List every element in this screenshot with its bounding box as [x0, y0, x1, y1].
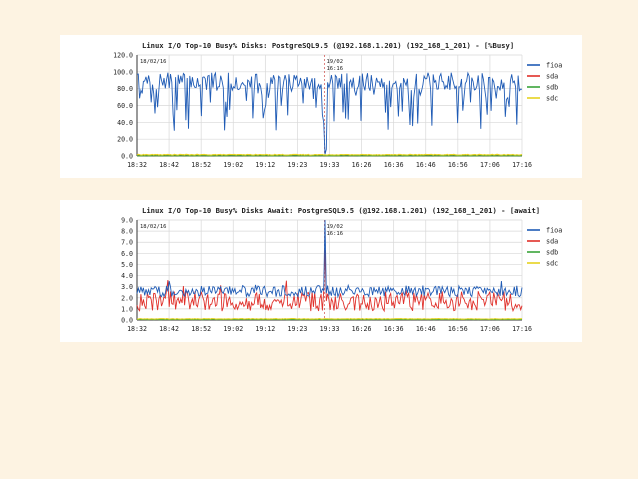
x-tick-label: 17:16 — [512, 325, 532, 333]
legend-label-sdc: sdc — [546, 94, 559, 103]
await-chart-panel — [60, 200, 582, 342]
x-tick-label: 16:26 — [351, 325, 372, 333]
x-tick-label: 19:33 — [319, 325, 340, 333]
series-line-sdc — [137, 319, 522, 320]
x-tick-label: 19:02 — [223, 325, 244, 333]
y-tick-label: 7.0 — [121, 238, 133, 247]
y-tick-label: 5.0 — [121, 260, 133, 269]
legend-label-sda: sda — [546, 72, 559, 81]
x-tick-label: 18:32 — [127, 161, 147, 169]
legend-label-sdb: sdb — [546, 248, 559, 257]
marker-date-label: 19/02 — [326, 59, 344, 65]
chart-title: Linux I/O Top-10 Busy% Disks: PostgreSQL9.5 (@192.168.1.201) (192_168_1_201) - [%Busy] — [142, 41, 515, 50]
date-left-label: 18/02/16 — [140, 59, 167, 65]
x-tick-label: 18:52 — [191, 161, 212, 169]
x-tick-label: 18:42 — [159, 325, 180, 333]
x-tick-label: 16:36 — [383, 161, 404, 169]
x-tick-label: 16:26 — [351, 161, 372, 169]
y-tick-label: 2.0 — [121, 294, 133, 303]
x-tick-label: 19:33 — [319, 161, 340, 169]
y-tick-label: 20.0 — [117, 135, 133, 144]
busy-chart-panel — [60, 35, 582, 178]
y-tick-label: 3.0 — [121, 283, 133, 292]
y-tick-label: 0.0 — [121, 316, 133, 325]
x-tick-label: 19:12 — [255, 325, 276, 333]
x-tick-label: 16:46 — [415, 161, 436, 169]
x-tick-label: 17:16 — [512, 161, 532, 169]
y-tick-label: 40.0 — [117, 118, 133, 127]
legend-label-sdb: sdb — [546, 83, 559, 92]
chart-title: Linux I/O Top-10 Busy% Disks Await: PostgreSQL9.5 (@192.168.1.201) (192_168_1_201) - [await] — [142, 206, 541, 215]
y-tick-label: 4.0 — [121, 272, 133, 281]
marker-date-label: 19/02 — [326, 224, 344, 230]
y-tick-label: 120.0 — [113, 51, 133, 60]
x-tick-label: 19:02 — [223, 161, 244, 169]
legend-label-fioa: fioa — [546, 61, 563, 70]
legend-label-sda: sda — [546, 237, 559, 246]
y-tick-label: 80.0 — [117, 85, 133, 94]
legend-label-sdc: sdc — [546, 259, 559, 268]
y-tick-label: 1.0 — [121, 305, 133, 314]
x-tick-label: 16:56 — [447, 325, 468, 333]
x-tick-label: 19:23 — [287, 325, 308, 333]
y-tick-label: 9.0 — [121, 216, 133, 225]
series-line-sdc — [137, 154, 522, 155]
marker-time-label: 16:16 — [326, 231, 344, 237]
x-tick-label: 16:46 — [415, 325, 436, 333]
x-tick-label: 19:12 — [255, 161, 276, 169]
x-tick-label: 17:06 — [479, 325, 500, 333]
x-tick-label: 19:23 — [287, 161, 308, 169]
x-tick-label: 18:32 — [127, 325, 147, 333]
x-tick-label: 17:06 — [479, 161, 500, 169]
y-tick-label: 60.0 — [117, 102, 133, 110]
x-tick-label: 18:42 — [159, 161, 180, 169]
marker-time-label: 16:16 — [326, 66, 344, 72]
x-tick-label: 16:36 — [383, 325, 404, 333]
legend-label-fioa: fioa — [546, 226, 563, 235]
y-tick-label: 100.0 — [113, 68, 133, 77]
await-chart — [60, 200, 582, 342]
date-left-label: 18/02/16 — [140, 224, 167, 230]
y-tick-label: 8.0 — [121, 227, 133, 236]
busy-chart — [60, 35, 582, 178]
y-tick-label: 6.0 — [121, 249, 133, 258]
x-tick-label: 18:52 — [191, 325, 212, 333]
y-tick-label: 0.0 — [121, 152, 133, 161]
x-tick-label: 16:56 — [447, 161, 468, 169]
